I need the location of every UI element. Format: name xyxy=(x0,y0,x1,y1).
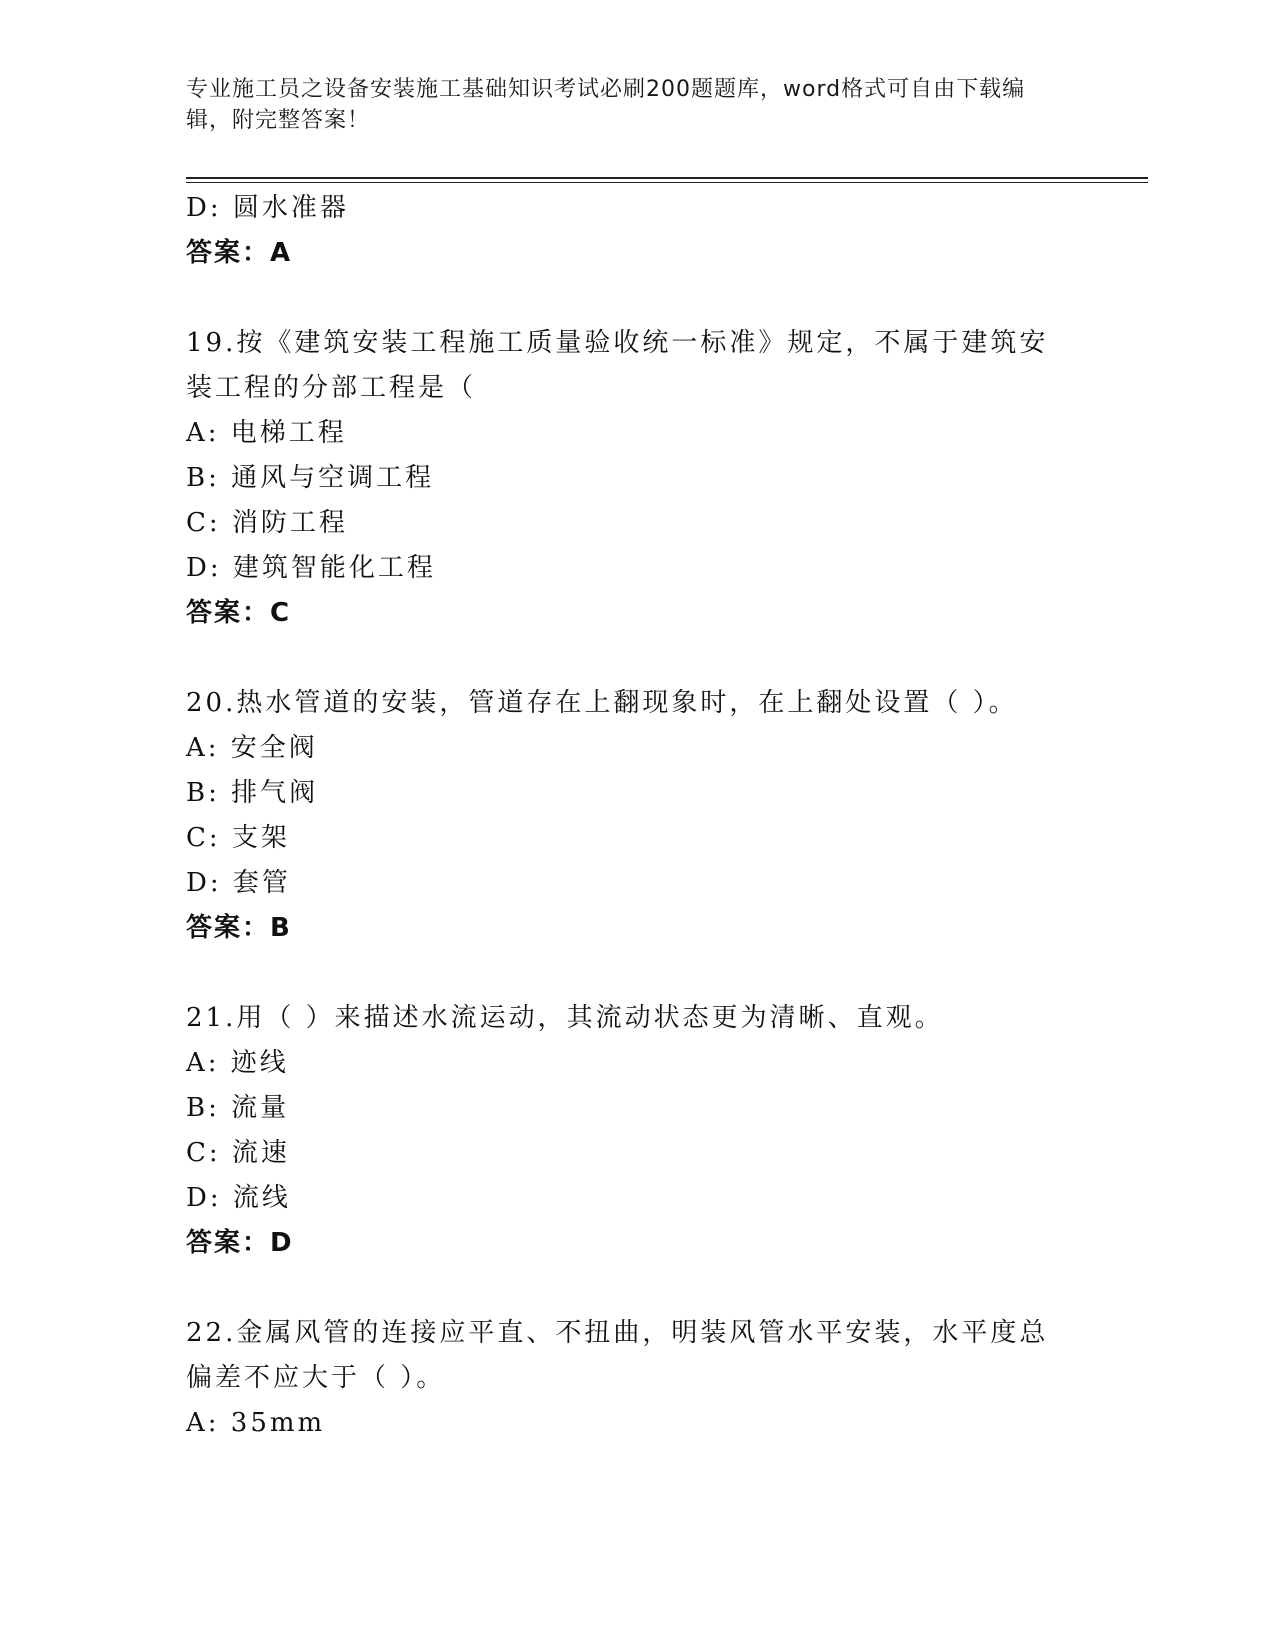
option-a: A: 安全阀 xyxy=(186,733,318,763)
page-header: 专业施工员之设备安装施工基础知识考试必刷200题题库，word格式可自由下载编辑，附完整答案！ xyxy=(186,77,1026,133)
question-19 xyxy=(186,321,1086,636)
question-stem: 22.金属风管的连接应平直、不扭曲，明装风管水平安装，水平度总偏差不应大于（ ）。 xyxy=(186,1318,1049,1393)
header-divider-thin xyxy=(186,182,1148,183)
question-stem: 21.用（ ）来描述水流运动，其流动状态更为清晰、直观。 xyxy=(186,1003,944,1033)
question-stem: 19.按《建筑安装工程施工质量验收统一标准》规定，不属于建筑安装工程的分部工程是（ xyxy=(186,328,1049,403)
question-stem: 20.热水管道的安装，管道存在上翻现象时，在上翻处设置（ ）。 xyxy=(186,688,1018,718)
question-22 xyxy=(186,1311,1086,1446)
header-divider xyxy=(186,177,1148,179)
option-a: A: 电梯工程 xyxy=(186,418,347,448)
option-d: D: 圆水准器 xyxy=(186,193,349,223)
question-20 xyxy=(186,681,1086,951)
option-b: B: 流量 xyxy=(186,1093,290,1123)
question-21 xyxy=(186,996,1086,1266)
answer-line: 答案：C xyxy=(186,598,292,628)
option-b: B: 通风与空调工程 xyxy=(186,463,435,493)
option-c: C: 流速 xyxy=(186,1138,290,1168)
document-body xyxy=(186,186,1086,1446)
option-c: C: 消防工程 xyxy=(186,508,348,538)
answer-line: 答案：A xyxy=(186,238,293,268)
option-d: D: 建筑智能化工程 xyxy=(186,553,436,583)
option-c: C: 支架 xyxy=(186,823,290,853)
option-d: D: 套管 xyxy=(186,868,291,898)
option-d: D: 流线 xyxy=(186,1183,291,1213)
answer-line: 答案：B xyxy=(186,913,292,943)
option-a: A: 35mm xyxy=(186,1408,326,1438)
answer-line: 答案：D xyxy=(186,1228,294,1258)
option-a: A: 迹线 xyxy=(186,1048,289,1078)
option-b: B: 排气阀 xyxy=(186,778,319,808)
